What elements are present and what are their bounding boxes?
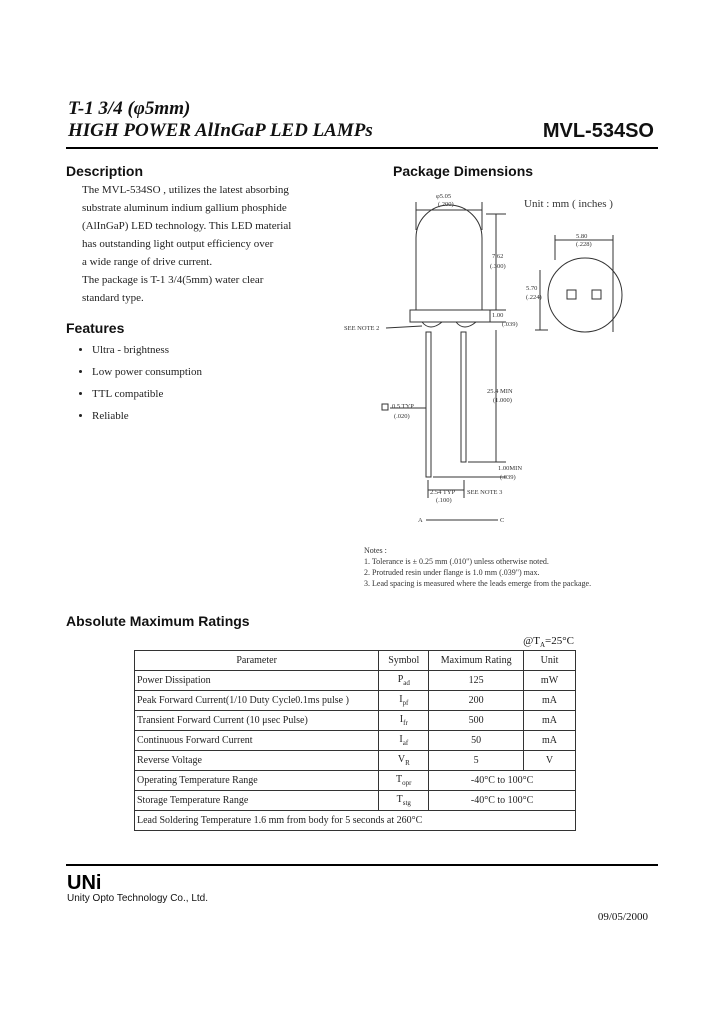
- cell-parameter: Reverse Voltage: [135, 751, 379, 771]
- package-drawing: [330, 180, 630, 540]
- header-symbol: Symbol: [379, 651, 429, 671]
- cell-symbol: $T_{stg}$: [379, 791, 429, 811]
- dim-spacing: 2.54 TYP: [430, 489, 456, 496]
- cell-value: 200: [429, 691, 524, 711]
- part-number: MVL-534SO: [542, 120, 654, 142]
- dim-lead-sq-in: (.020): [394, 413, 410, 420]
- led-top-view-circle: [548, 258, 622, 332]
- table-row: [135, 771, 576, 791]
- cell-unit: mA: [524, 711, 576, 731]
- dim-top-width: 5.80: [576, 233, 588, 240]
- cell-parameter: Peak Forward Current(1/10 Duty Cycle0.1ms pulse ): [135, 691, 379, 711]
- cell-symbol: $P_{ad}$: [379, 671, 429, 691]
- dim-lead-bend-in: (.039): [500, 474, 516, 481]
- cell-parameter: Continuous Forward Current: [135, 731, 379, 751]
- title-line-1: T-1 3/4 (φ5mm): [68, 98, 191, 119]
- see-note-3: SEE NOTE 3: [467, 489, 503, 496]
- ratings-condition: [523, 635, 574, 649]
- resin-bump: [422, 322, 476, 327]
- cell-symbol: $V_R$: [379, 751, 429, 771]
- header-parameter: Parameter: [135, 651, 379, 671]
- description-line: substrate aluminum indium gallium phosphide: [82, 202, 287, 214]
- cell-lead-soldering: Lead Soldering Temperature 1.6 mm from body for 5 seconds at 260°C: [135, 811, 576, 831]
- table-row: [135, 671, 576, 691]
- document-date: 09/05/2000: [597, 911, 648, 923]
- uni-logo-text: UNi: [67, 872, 102, 892]
- description-heading: Description: [66, 163, 144, 179]
- description-line: The MVL-534SO , utilizes the latest absorbing: [82, 184, 289, 196]
- top-view-pad-left: [567, 290, 576, 299]
- company-name: Unity Opto Technology Co., Ltd.: [67, 893, 209, 904]
- cell-parameter: Power Dissipation: [135, 671, 379, 691]
- dim-side-height: 5.70: [526, 285, 538, 292]
- description-line: a wide range of drive current.: [82, 256, 213, 268]
- cell-value: 125: [429, 671, 524, 691]
- lead-square-symbol: [382, 404, 388, 410]
- header-unit: Unit: [524, 651, 576, 671]
- ratings-table: [134, 650, 576, 831]
- cell-parameter: Transient Forward Current (10 μsec Pulse): [135, 711, 379, 731]
- features-heading: Features: [66, 320, 125, 336]
- notes-title: Notes :: [364, 546, 387, 555]
- lead-cathode: [461, 332, 466, 462]
- see-note-2: SEE NOTE 2: [344, 325, 380, 332]
- led-body-outline: [416, 205, 482, 310]
- table-footer-row: [135, 811, 576, 831]
- dim-diameter-in: (.200): [438, 201, 454, 208]
- condition-prefix: @T: [523, 635, 540, 647]
- header-rule: [66, 147, 658, 149]
- footer-rule: [66, 864, 658, 866]
- dim-flange: 1.00: [492, 312, 504, 319]
- dim-height-in: (.300): [490, 263, 506, 270]
- cell-unit: mW: [524, 671, 576, 691]
- cell-symbol: $I_{pf}$: [379, 691, 429, 711]
- led-flange: [410, 310, 490, 322]
- dim-side-height-in: (.224): [526, 294, 542, 301]
- ratings-heading: Absolute Maximum Ratings: [66, 613, 250, 629]
- table-header-row: [135, 651, 576, 671]
- description-line: The package is T-1 3/4(5mm) water clear: [82, 274, 264, 286]
- package-notes: [364, 545, 591, 589]
- description-text: [82, 181, 322, 307]
- condition-suffix: =25°C: [545, 635, 574, 647]
- dim-diameter: φ5.05: [436, 193, 452, 200]
- feature-item: • Ultra - brightness: [92, 339, 202, 361]
- cell-value: -40°C to 100°C: [429, 791, 576, 811]
- note-item: 1. Tolerance is ± 0.25 mm (.010") unless otherwise noted.: [364, 557, 549, 566]
- dim-lead-sq: 0.5 TYP: [392, 403, 414, 410]
- dim-lead-length: 25.4 MIN: [487, 388, 513, 395]
- cell-value: 50: [429, 731, 524, 751]
- dim-top-width-in: (.228): [576, 241, 592, 248]
- cell-unit: V: [524, 751, 576, 771]
- description-line: (AlInGaP) LED technology. This LED material: [82, 220, 292, 232]
- cell-parameter: Storage Temperature Range: [135, 791, 379, 811]
- dim-flange-in: (.039): [502, 321, 518, 328]
- dim-lead-bend: 1.00MIN: [498, 465, 523, 472]
- unit-label: Unit : mm ( inches ): [524, 198, 613, 210]
- condition-sub: A: [539, 641, 546, 650]
- cell-unit: mA: [524, 691, 576, 711]
- header-maximum-rating: Maximum Rating: [429, 651, 524, 671]
- cell-value: -40°C to 100°C: [429, 771, 576, 791]
- title-line-2: HIGH POWER AlInGaP LED LAMPs: [68, 120, 373, 141]
- features-list: [78, 339, 202, 427]
- table-row: [135, 711, 576, 731]
- table-row: [135, 691, 576, 711]
- cell-value: 5: [429, 751, 524, 771]
- cell-symbol: $I_{af}$: [379, 731, 429, 751]
- dim-spacing-in: (.100): [436, 497, 452, 504]
- feature-item: • TTL compatible: [92, 383, 202, 405]
- dim-lead-length-in: (1.000): [493, 397, 512, 404]
- description-line: standard type.: [82, 292, 144, 304]
- anode-label: A: [418, 517, 423, 524]
- note-item: 2. Protruded resin under flange is 1.0 mm (.039") max.: [364, 568, 540, 577]
- dim-height: 7.62: [492, 253, 504, 260]
- feature-item: • Low power consumption: [92, 361, 202, 383]
- cathode-label: C: [500, 517, 505, 524]
- cell-parameter: Operating Temperature Range: [135, 771, 379, 791]
- table-row: [135, 791, 576, 811]
- lead-anode: [426, 332, 431, 477]
- cell-symbol: $T_{opr}$: [379, 771, 429, 791]
- feature-item: • Reliable: [92, 405, 202, 427]
- table-row: [135, 751, 576, 771]
- table-row: [135, 731, 576, 751]
- cell-value: 500: [429, 711, 524, 731]
- note-item: 3. Lead spacing is measured where the leads emerge from the package.: [364, 579, 592, 588]
- top-view-pad-right: [592, 290, 601, 299]
- description-line: has outstanding light output efficiency over: [82, 238, 274, 250]
- cell-symbol: $I_{fr}$: [379, 711, 429, 731]
- uni-logo: [67, 870, 107, 892]
- package-heading: Package Dimensions: [393, 163, 534, 179]
- cell-unit: mA: [524, 731, 576, 751]
